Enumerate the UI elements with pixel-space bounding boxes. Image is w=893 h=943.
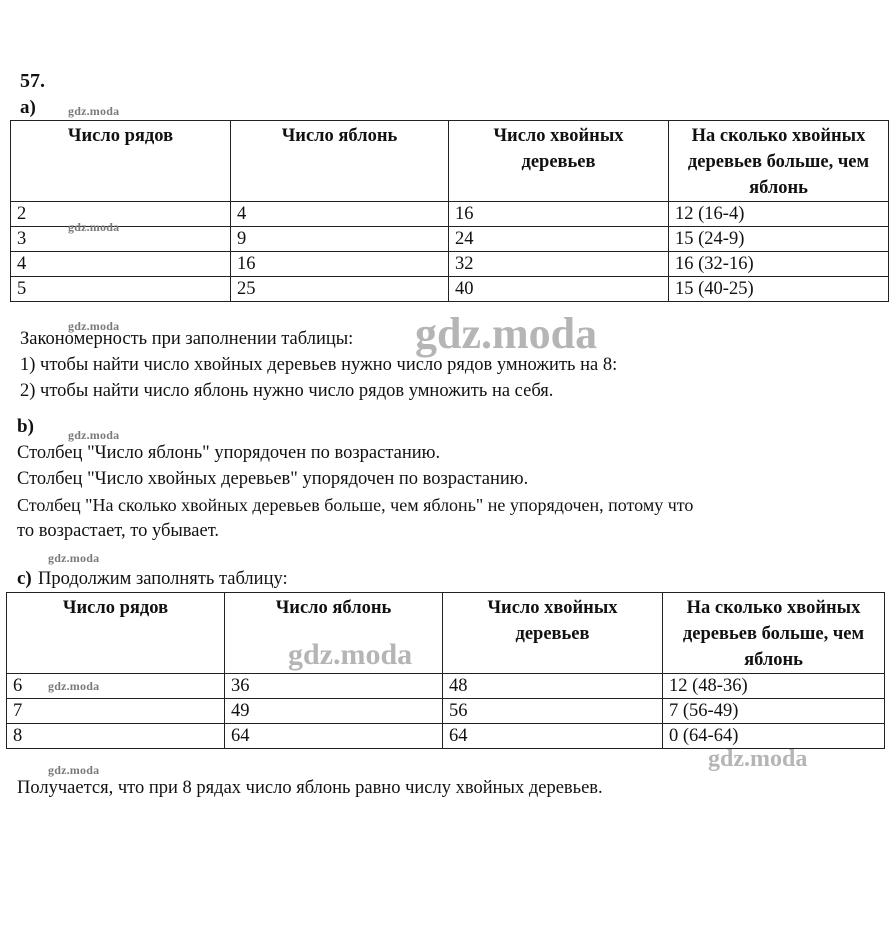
part-b-line-1: Столбец "Число яблонь" упорядочен по возрастанию.: [17, 443, 441, 463]
table-c-header-apples: Число яблонь: [225, 593, 443, 674]
watermark-small: gdz.moda: [68, 220, 120, 234]
watermark-big: gdz.moda: [708, 746, 808, 772]
table-cell: 15 (40-25): [669, 277, 889, 302]
part-c-label: c): [17, 568, 32, 589]
table-cell: 56: [443, 699, 663, 724]
part-a-label: a): [20, 97, 36, 118]
table-row: [11, 202, 889, 227]
problem-number: 57.: [20, 70, 45, 92]
table-cell: 12 (48-36): [663, 674, 885, 699]
table-cell: 12 (16-4): [669, 202, 889, 227]
watermark-small: gdz.moda: [48, 551, 100, 565]
part-b-label: b): [17, 416, 34, 437]
table-cell: 9: [231, 227, 449, 252]
watermark-small: gdz.moda: [48, 763, 100, 777]
table-cell: 64: [443, 724, 663, 749]
table-row: [7, 724, 885, 749]
watermark-small: gdz.moda: [48, 679, 100, 693]
table-cell: 16: [231, 252, 449, 277]
table-cell: 4: [231, 202, 449, 227]
table-c-header-rows: Число рядов: [7, 593, 225, 674]
table-cell: 49: [225, 699, 443, 724]
table-cell: 16: [449, 202, 669, 227]
table-c: [6, 592, 885, 749]
pattern-line-2: 2) чтобы найти число яблонь нужно число рядов умножить на себя.: [20, 381, 554, 401]
table-cell: 2: [11, 202, 231, 227]
table-a: [10, 120, 889, 302]
table-c-header-difference: На сколько хвойных деревьев больше, чем яблонь: [663, 593, 885, 674]
table-cell: 36: [225, 674, 443, 699]
table-a-header-conifers: Число хвойных деревьев: [449, 121, 669, 202]
table-row: [11, 227, 889, 252]
table-cell: 48: [443, 674, 663, 699]
table-row: [7, 699, 885, 724]
conclusion-text: Получается, что при 8 рядах число яблонь равно числу хвойных деревьев.: [17, 778, 603, 798]
part-c-intro: Продолжим заполнять таблицу:: [38, 569, 288, 589]
table-row: [11, 252, 889, 277]
table-cell: 32: [449, 252, 669, 277]
table-a-header-apples: Число яблонь: [231, 121, 449, 202]
table-cell: 25: [231, 277, 449, 302]
table-cell: 5: [11, 277, 231, 302]
table-a-header-row: [11, 121, 889, 202]
watermark-small: gdz.moda: [68, 319, 120, 333]
table-cell: 6: [7, 674, 225, 699]
table-cell: 7: [7, 699, 225, 724]
watermark-big: gdz.moda: [288, 638, 413, 671]
table-cell: 15 (24-9): [669, 227, 889, 252]
part-b-line-4: то возрастает, то убывает.: [17, 521, 220, 541]
table-cell: 16 (32-16): [669, 252, 889, 277]
table-cell: 3: [11, 227, 231, 252]
table-row: [7, 674, 885, 699]
table-a-header-difference: На сколько хвойных деревьев больше, чем яблонь: [669, 121, 889, 202]
table-cell: 7 (56-49): [663, 699, 885, 724]
table-cell: 64: [225, 724, 443, 749]
part-b-line-2: Столбец "Число хвойных деревьев" упорядочен по возрастанию.: [17, 469, 529, 489]
table-c-header-row: [7, 593, 885, 674]
watermark-small: gdz.moda: [68, 428, 120, 442]
table-cell: 0 (64-64): [663, 724, 885, 749]
pattern-line-1: 1) чтобы найти число хвойных деревьев нужно число рядов умножить на 8:: [20, 355, 618, 375]
table-cell: 4: [11, 252, 231, 277]
table-cell: 8: [7, 724, 225, 749]
part-b-line-3: Столбец "На сколько хвойных деревьев больше, чем яблонь" не упорядочен, потому что: [17, 495, 694, 515]
table-c-header-conifers: Число хвойных деревьев: [443, 593, 663, 674]
table-cell: 24: [449, 227, 669, 252]
table-cell: 40: [449, 277, 669, 302]
watermark-big: gdz.moda: [415, 309, 598, 358]
table-a-header-rows: Число рядов: [11, 121, 231, 202]
pattern-title: Закономерность при заполнении таблицы:: [20, 329, 354, 349]
watermark-small: gdz.moda: [68, 104, 120, 118]
table-row: [11, 277, 889, 302]
